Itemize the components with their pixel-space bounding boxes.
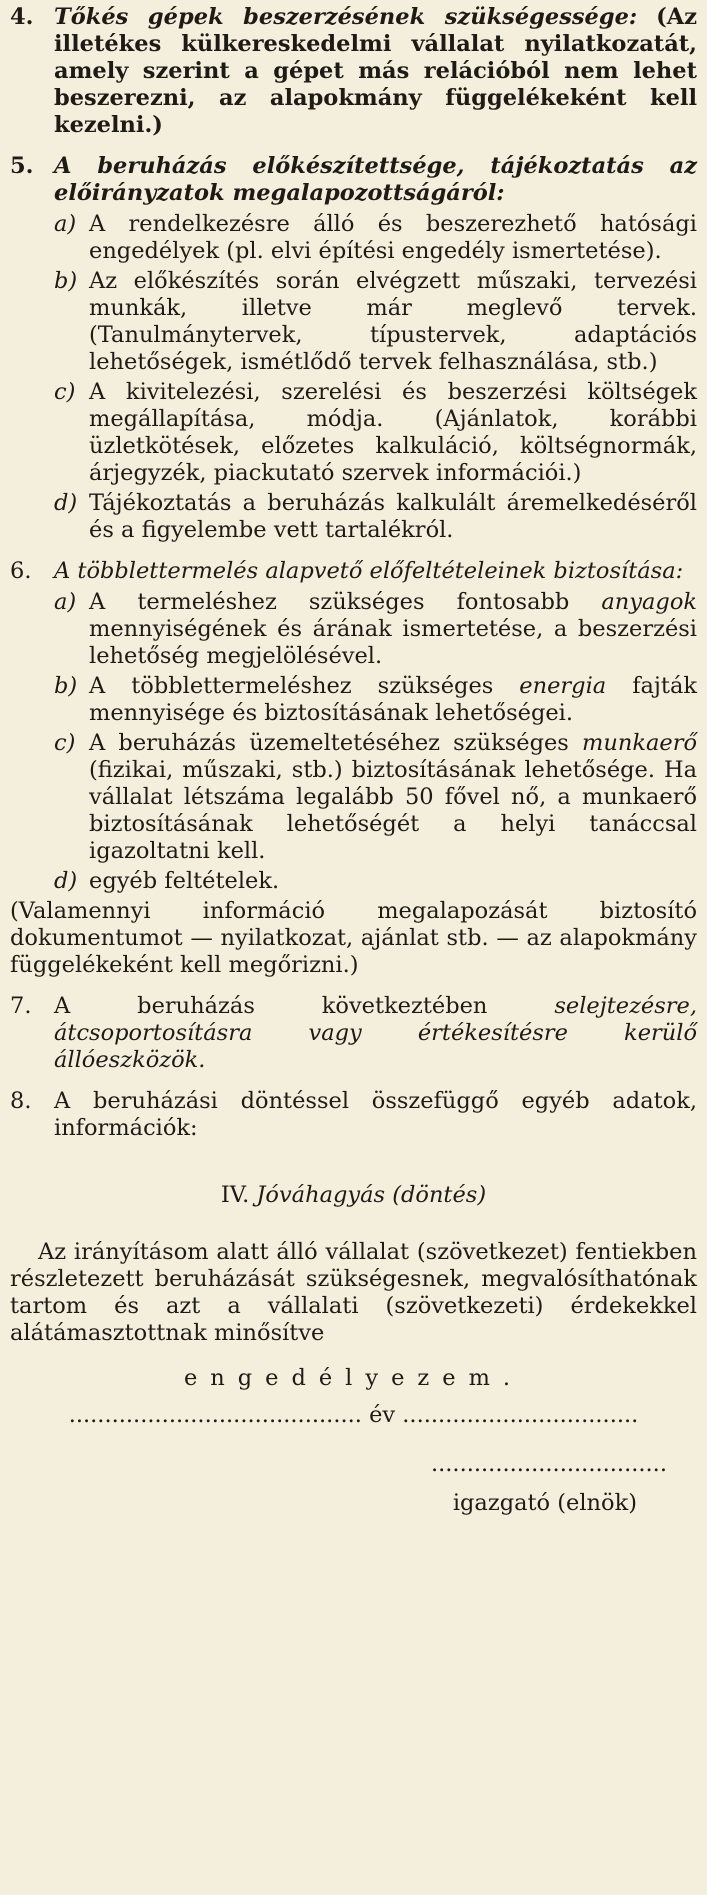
item-label: d) [54, 490, 78, 516]
section-number: 7. [10, 993, 32, 1019]
section-8 [10, 1088, 697, 1142]
section-text: A beruházás következtében [54, 993, 488, 1019]
approval-heading-title: Jóváhagyás (döntés) [256, 1182, 487, 1208]
section-number: 5. [10, 153, 34, 179]
section-7 [10, 993, 697, 1074]
approval-word: engedélyezem. [183, 1365, 524, 1391]
item-text: A kivitelezési, szerelési és beszerzési költségek megállapítása, módja. (Ajánlatok, korábbi üzletkötések, előzetes kalkuláció, költségnormák, árjegyzék, piackutató szervek információi.) [89, 379, 697, 486]
item-6b [54, 673, 697, 727]
year-dots-right: ................................. [402, 1402, 639, 1428]
item-text: A beruházás üzemeltetéséhez szükséges [89, 730, 569, 756]
item-text: A rendelkezésre álló és beszerezhető hatósági engedélyek (pl. elvi építési engedély ismertetése). [89, 211, 697, 264]
item-text: A termeléshez szükséges fontosabb [89, 589, 570, 615]
item-5b [54, 268, 697, 376]
item-text: Az előkészítés során elvégzett műszaki, tervezési munkák, illetve már meglevő tervek. (Tanulmánytervek, típustervek, adaptációs lehetőségek, ismétlődő tervek felhasználása, stb.) [89, 268, 697, 375]
section-6-note: (Valamennyi információ megalapozását biztosító dokumentumot — nyilatkozat, ajánlat stb. — az alapokmány függelékeként kell megőrizni.) [10, 898, 697, 978]
item-text-rest: mennyiségének és árának ismertetése, a beszerzési lehetőség megjelölésével. [89, 616, 697, 669]
approval-heading [10, 1182, 697, 1209]
item-6c [54, 730, 697, 865]
section-4 [10, 4, 697, 139]
item-5d [54, 490, 697, 544]
item-6d [54, 868, 697, 895]
year-dots-left: ......................................... [68, 1402, 362, 1428]
item-6a [54, 589, 697, 670]
item-label: b) [54, 268, 78, 294]
section-5 [10, 153, 697, 207]
section-number: 4. [10, 4, 34, 30]
section-body: (Az illetékes külkereskedelmi vállalat nyilatkozatát, amely szerint a gépet más relációból nem lehet beszerezni, az alapokmány függelékeként kell kezelni.) [54, 4, 697, 138]
item-5a [54, 211, 697, 265]
item-text: A többlettermeléshez szükséges [89, 673, 494, 699]
item-label: b) [54, 673, 78, 699]
approval-heading-number: IV. [220, 1182, 250, 1208]
approval-body: Az irányításom alatt álló vállalat (szövetkezet) fentiekben részletezett beruházását szükségesnek, megvalósíthatónak tartom és azt a vállalati (szövetkezeti) érdekekkel alátámasztottnak minősítve [10, 1239, 697, 1346]
section-number: 6. [10, 558, 32, 584]
item-label: d) [54, 868, 78, 894]
item-emphasis: energia [519, 673, 607, 699]
year-line [10, 1402, 697, 1429]
section-title: A többlettermelés alapvető előfeltételeinek biztosítása: [54, 558, 684, 584]
item-5c [54, 379, 697, 487]
item-label: a) [54, 589, 77, 615]
section-emphasis: selejtezésre, átcsoportosításra vagy értékesítésre kerülő állóeszközök. [54, 993, 698, 1073]
section-title: Tőkés gépek beszerzésének szükségessége: [54, 4, 638, 30]
section-title: A beruházás előkészítettsége, tájékoztatás az előirányzatok megalapozottságáról: [54, 153, 697, 206]
section-number: 8. [10, 1088, 32, 1114]
item-emphasis: anyagok [601, 589, 698, 615]
signature-title: igazgató (elnök) [452, 1490, 637, 1516]
item-text: egyéb feltételek. [89, 868, 280, 894]
year-word: év [369, 1402, 396, 1428]
item-text: Tájékoztatás a beruházás kalkulált áremelkedéséről és a figyelembe vett tartalékról. [89, 490, 697, 543]
section-text: A beruházási döntéssel összefüggő egyéb adatok, információk: [54, 1088, 697, 1141]
section-6 [10, 558, 697, 585]
item-text-rest: (fizikai, műszaki, stb.) biztosításának lehetősége. Ha vállalat létszáma legalább 50 fővel nő, a munkaerő biztosításának lehetőségét a helyi tanáccsal igazoltatni kell. [89, 757, 697, 864]
item-text-rest: fajták mennyisége és biztosításának lehetőségei. [89, 673, 697, 726]
item-label: c) [54, 730, 76, 756]
item-label: c) [54, 379, 76, 405]
item-label: a) [54, 211, 77, 237]
item-emphasis: munkaerő [582, 730, 697, 756]
signature-dots: ................................. [430, 1451, 667, 1477]
